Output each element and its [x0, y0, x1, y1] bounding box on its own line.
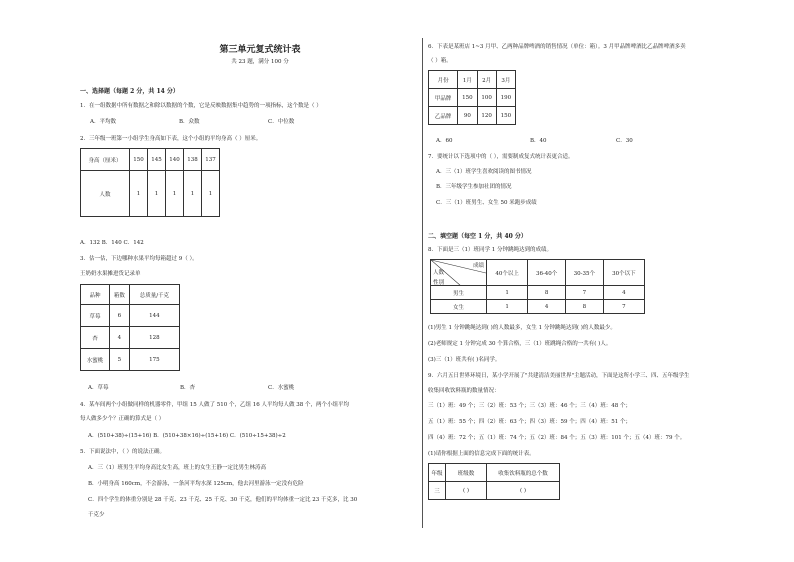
q6-cell: 150 [458, 89, 477, 107]
q6-stem-line2: （ ）箱。 [428, 58, 452, 64]
q2-height-cell: 150 [130, 149, 148, 171]
q8-blank-1[interactable]: (1)男生 1 分钟跳绳达到( )的人数最多，女生 1 分钟跳绳达到( )的人数最少。 [428, 325, 616, 331]
q2-height-cell: 140 [166, 149, 184, 171]
q7-option-a[interactable]: A．三（1）班学生喜欢阅读的图书情况 [436, 169, 532, 175]
q3-cell: 4 [109, 327, 129, 349]
q9-stem-line2: 收集回收饮料瓶的数量情况： [428, 388, 500, 394]
q2-count-cell: 1 [184, 171, 202, 217]
q9-table [428, 463, 560, 500]
q6-cell: 190 [496, 89, 515, 107]
q7-option-c[interactable]: C．三（1）班男生、女生 50 米跑步成绩 [436, 200, 537, 206]
q8-blank-3[interactable]: (3)三（1）班共有( )名同学。 [428, 357, 501, 363]
q6-cell: 100 [477, 89, 496, 107]
q3-header-cell: 总质量/千克 [129, 285, 179, 305]
q5-stem: 5．下面说法中，（ ）的说法正确。 [80, 449, 165, 455]
q8-blank-2[interactable]: (2)老师规定 1 分钟完成 30 个算合格，三（1）班跳绳合格的一共有( )人。 [428, 341, 612, 347]
q8-table [430, 259, 645, 314]
q2-options[interactable]: A．132 B．140 C．142 [80, 240, 144, 246]
q8-corner-cell [431, 260, 487, 286]
q6-cell: 甲品牌 [429, 89, 458, 107]
q2-count-header: 人数 [81, 171, 130, 217]
q3-cell: 5 [109, 349, 129, 371]
page-subtitle: 共 23 题，满分 100 分 [231, 59, 289, 65]
q3-cell: 175 [129, 349, 179, 371]
q1-option-a[interactable]: A．平均数 [90, 119, 116, 125]
q9-blank-cell[interactable]: ( ) [487, 482, 560, 500]
q4-stem-line2: 每人做多少个？正确的算式是（ ） [80, 416, 165, 422]
q8-cell: 4 [603, 286, 644, 300]
q9-data-line: 四（4）班：72 个；五（1）班：74 个；五（2）班：84 个；五（3）班：101 个；五（4）班：79 个。 [428, 435, 686, 441]
q3-header-cell: 箱数 [109, 285, 129, 305]
q2-height-cell: 137 [202, 149, 220, 171]
section2-heading: 二、填空题（每空 1 分，共 40 分） [428, 233, 527, 240]
q3-header-cell: 品种 [81, 285, 110, 305]
q3-table [80, 284, 180, 371]
q6-table [428, 70, 516, 125]
q8-header-cell: 40个以上 [487, 260, 528, 286]
q2-height-header: 身高（厘米） [81, 149, 130, 171]
q8-cell: 8 [528, 286, 566, 300]
q2-count-cell: 1 [148, 171, 166, 217]
q6-header-cell: 1月 [458, 71, 477, 89]
q8-corner-score: 成绩 [472, 263, 484, 269]
q3-cell: 水蜜桃 [81, 349, 110, 371]
q5-option-c-line2: 千克少 [88, 512, 105, 518]
page-title: 第三单元复式统计表 [219, 45, 301, 55]
q3-cell: 128 [129, 327, 179, 349]
section1-heading: 一、选择题（每题 2 分，共 14 分） [80, 88, 179, 95]
q8-cell: 1 [487, 300, 528, 314]
q4-options[interactable]: A．(510+38)÷(15+16) B．(510+38×16)÷(15+16) C．(510÷15+38)÷2 [88, 433, 286, 439]
q3-cell: 144 [129, 305, 179, 327]
q9-blank-cell[interactable]: ( ) [446, 482, 487, 500]
q2-count-cell: 1 [202, 171, 220, 217]
q8-cell: 男生 [431, 286, 487, 300]
q9-header-cell: 年级 [429, 464, 446, 482]
q2-height-cell: 145 [148, 149, 166, 171]
q9-data-line: 三（1）班：49 个；三（2）班：53 个；三（3）班：46 个；三（4）班：48 个； [428, 403, 631, 409]
q3-table-caption: 王奶奶水果摊进货记录单 [80, 271, 141, 277]
q9-header-cell: 收集饮料瓶的总个数 [487, 464, 560, 482]
q8-stem: 8．下面是三（1）班同学 1 分钟跳绳达到的成绩。 [428, 247, 552, 253]
q9-header-cell: 班级数 [446, 464, 487, 482]
q6-header-cell: 2月 [477, 71, 496, 89]
q2-count-cell: 1 [130, 171, 148, 217]
q9-data-line: 五（1）班：55 个；四（2）班：63 个；四（3）班：59 个；四（4）班：51 个； [428, 419, 631, 425]
q9-stem-line1: 9．六月五日世界环境日，某小学开展了"共建清洁美丽世界"主题活动，下面是这所小学三、四、五年级学生 [428, 373, 690, 379]
q3-option-b[interactable]: B．杏 [180, 385, 196, 391]
q6-cell: 150 [496, 107, 515, 125]
q6-stem-line1: 6．下表是某班店 1~3 月甲、乙两种品牌啤酒的销售情况（单位：箱）。3 月甲品牌啤酒比乙品牌啤酒多卖 [428, 44, 686, 50]
q8-cell: 1 [487, 286, 528, 300]
q8-cell: 7 [603, 300, 644, 314]
column-divider [422, 38, 423, 528]
q6-cell: 90 [458, 107, 477, 125]
q5-option-b[interactable]: B．小明身高 160cm，不会游泳，一条河平均水深 125cm，他去河里游泳一定没有危险 [88, 481, 304, 487]
q8-cell: 4 [528, 300, 566, 314]
q6-cell: 120 [477, 107, 496, 125]
q8-cell: 7 [565, 286, 603, 300]
q2-count-cell: 1 [166, 171, 184, 217]
q4-stem-line1: 4．某车间两个小组做同样的机器零件，甲组 15 人做了 510 个，乙组 16 人平均每人做 38 个，两个小组平均 [80, 402, 349, 408]
q6-option-b[interactable]: B．40 [530, 138, 547, 144]
q2-height-cell: 138 [184, 149, 202, 171]
q2-table [80, 148, 220, 217]
q7-option-b[interactable]: B．三年级学生参加社团的情况 [436, 184, 512, 190]
q8-cell: 女生 [431, 300, 487, 314]
q5-option-c-line1[interactable]: C．四个学生的体重分别是 28 千克、23 千克、25 千克、30 千克，他们的平均体重一定比 23 千克多，比 30 [88, 497, 358, 503]
q6-header-cell: 月份 [429, 71, 458, 89]
q8-cell: 8 [565, 300, 603, 314]
q8-header-cell: 30-35个 [565, 260, 603, 286]
q8-header-cell: 30个以下 [603, 260, 644, 286]
q6-header-cell: 3月 [496, 71, 515, 89]
q9-instruction: (1)请你根据上面的信息完成下面的统计表。 [428, 451, 535, 457]
q7-stem: 7．要统计以下选项中的（ ），需要制成复式统计表更合适。 [428, 154, 574, 160]
q1-stem: 1．在一组数据中所有数据之和除以数据的个数，它是反映数据集中趋势的一项指标，这个数是（ ） [80, 103, 322, 109]
q3-stem: 3．估一估，下边哪种水果平均每箱超过 9（ ）。 [80, 256, 198, 262]
q5-option-a[interactable]: A．三（1）班男生平均身高比女生高，班上的女生王静一定比男生林涛高 [88, 465, 266, 471]
q2-stem: 2．三年级一班第一小组学生身高如下表，这个小组的平均身高（ ）厘米。 [80, 136, 262, 142]
q3-cell: 6 [109, 305, 129, 327]
q6-option-a[interactable]: A．60 [436, 138, 453, 144]
q6-cell: 乙品牌 [429, 107, 458, 125]
q6-option-c[interactable]: C．30 [616, 138, 633, 144]
q8-corner-people: 人数 [433, 270, 445, 276]
q8-corner-gender: 性别 [433, 280, 445, 286]
q3-option-a[interactable]: A．草莓 [88, 385, 109, 391]
q3-cell: 草莓 [81, 305, 110, 327]
q3-cell: 杏 [81, 327, 110, 349]
q1-option-c[interactable]: C．中位数 [268, 119, 295, 125]
q8-header-cell: 36-40个 [528, 260, 566, 286]
q3-option-c[interactable]: C．水蜜桃 [268, 385, 295, 391]
q1-option-b[interactable]: B．众数 [179, 119, 200, 125]
q9-cell: 三 [429, 482, 446, 500]
